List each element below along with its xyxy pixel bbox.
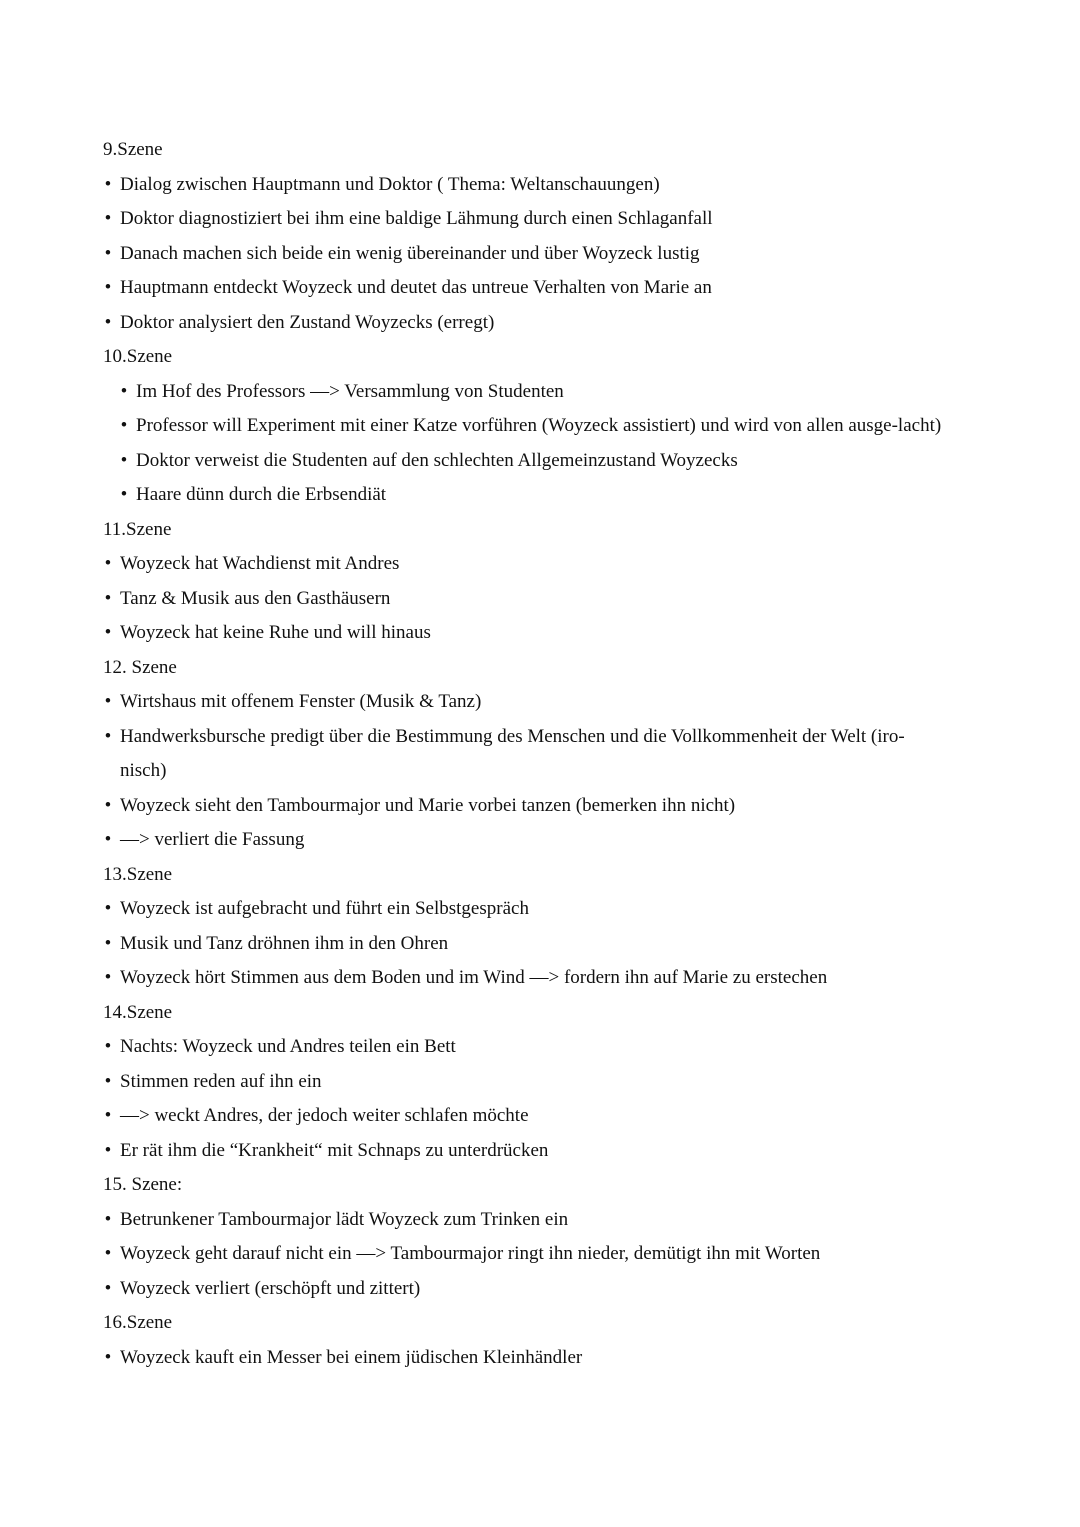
- bullet-item: [103, 582, 963, 617]
- bullet-icon: •: [120, 380, 128, 402]
- bullet-item: [103, 892, 963, 927]
- scene-heading: 14.Szene: [103, 1001, 173, 1023]
- bullet-icon: •: [104, 277, 112, 298]
- bullet-text: Dialog zwischen Hauptmann und Doktor ( Thema: Weltanschauungen): [120, 173, 660, 195]
- bullet-item: [103, 1065, 963, 1100]
- bullet-item: [103, 823, 963, 858]
- bullet-item: [103, 927, 963, 962]
- bullet-icon: •: [104, 208, 112, 229]
- bullet-icon: •: [120, 484, 128, 505]
- bullet-item: [103, 1030, 963, 1065]
- bullet-text: Im Hof des Professors —> Versammlung von Studenten: [136, 380, 564, 402]
- bullet-icon: •: [104, 725, 112, 747]
- bullet-item: [103, 306, 963, 341]
- bullet-item: [103, 1099, 963, 1134]
- bullet-item: [103, 271, 963, 306]
- bullet-icon: •: [104, 898, 112, 919]
- bullet-item: [103, 202, 963, 237]
- bullet-icon: •: [104, 622, 112, 643]
- bullet-icon: •: [104, 691, 112, 712]
- scene-heading: 12. Szene: [103, 656, 177, 678]
- bullet-text: Doktor analysiert den Zustand Woyzecks (erregt): [120, 311, 495, 333]
- bullet-text: Woyzeck sieht den Tambourmajor und Marie vorbei tanzen (bemerken ihn nicht): [120, 794, 736, 816]
- bullet-icon: •: [104, 1139, 112, 1161]
- scene-heading: 11.Szene: [103, 518, 172, 540]
- bullet-item: [119, 375, 963, 410]
- bullet-text: Danach machen sich beide ein wenig übereinander und über Woyzeck lustig: [120, 242, 700, 264]
- bullet-icon: •: [104, 1070, 112, 1092]
- bullet-item: [103, 547, 963, 582]
- bullet-item: [119, 444, 963, 479]
- bullet-icon: •: [104, 1036, 112, 1057]
- bullet-item: [103, 237, 963, 272]
- bullet-icon: •: [104, 1208, 112, 1230]
- bullet-text: Handwerksbursche predigt über die Bestimmung des Menschen und die Vollkommenheit der Welt (iro-nisch): [120, 725, 905, 781]
- bullet-item: [119, 409, 963, 444]
- bullet-text: Stimmen reden auf ihn ein: [120, 1070, 322, 1092]
- bullet-text: Woyzeck kauft ein Messer bei einem jüdischen Kleinhändler: [120, 1346, 583, 1368]
- bullet-icon: •: [104, 587, 112, 609]
- bullet-text: Haare dünn durch die Erbsendiät: [136, 484, 387, 505]
- bullet-item: [119, 478, 963, 513]
- bullet-text: —> verliert die Fassung: [120, 829, 305, 850]
- scene-notes: [103, 133, 963, 1375]
- scene-heading: 15. Szene:: [103, 1174, 183, 1195]
- bullet-item: [103, 685, 963, 720]
- bullet-text: Musik und Tanz dröhnen ihm in den Ohren: [120, 932, 449, 954]
- bullet-icon: •: [104, 967, 112, 988]
- bullet-item: [103, 1134, 963, 1169]
- bullet-text: Wirtshaus mit offenem Fenster (Musik & Tanz): [120, 691, 482, 712]
- bullet-text: —> weckt Andres, der jedoch weiter schlafen möchte: [120, 1105, 529, 1126]
- bullet-icon: •: [104, 1346, 112, 1368]
- bullet-text: Woyzeck ist aufgebracht und führt ein Selbstgespräch: [120, 898, 529, 919]
- bullet-icon: •: [104, 311, 112, 333]
- bullet-text: Woyzeck hört Stimmen aus dem Boden und im Wind —> fordern ihn auf Marie zu erstechen: [120, 967, 828, 988]
- bullet-text: Doktor verweist die Studenten auf den schlechten Allgemeinzustand Woyzecks: [136, 449, 738, 471]
- bullet-icon: •: [104, 173, 112, 195]
- bullet-text: Woyzeck verliert (erschöpft und zittert): [120, 1277, 421, 1299]
- bullet-icon: •: [120, 415, 128, 436]
- bullet-text: Woyzeck hat keine Ruhe und will hinaus: [120, 622, 431, 643]
- bullet-icon: •: [104, 829, 112, 850]
- bullet-text: Tanz & Musik aus den Gasthäusern: [120, 587, 391, 609]
- bullet-text: Betrunkener Tambourmajor lädt Woyzeck zum Trinken ein: [120, 1208, 569, 1230]
- bullet-item: [103, 961, 963, 996]
- bullet-item: [103, 720, 963, 789]
- bullet-text: Er rät ihm die “Krankheit“ mit Schnaps zu unterdrücken: [120, 1139, 549, 1161]
- scene-heading: 9.Szene: [103, 139, 163, 160]
- bullet-icon: •: [104, 932, 112, 954]
- bullet-text: Hauptmann entdeckt Woyzeck und deutet das untreue Verhalten von Marie an: [120, 277, 712, 298]
- scene-heading: 16.Szene: [103, 1312, 173, 1333]
- bullet-icon: •: [104, 794, 112, 816]
- bullet-text: Woyzeck hat Wachdienst mit Andres: [120, 553, 400, 574]
- bullet-icon: •: [104, 1105, 112, 1126]
- bullet-item: [103, 1272, 963, 1307]
- scene-heading: 13.Szene: [103, 863, 173, 885]
- bullet-item: [103, 1203, 963, 1238]
- bullet-icon: •: [104, 553, 112, 574]
- bullet-item: [103, 1237, 963, 1272]
- bullet-item: [103, 616, 963, 651]
- bullet-icon: •: [104, 1277, 112, 1299]
- scene-heading: 10.Szene: [103, 346, 173, 367]
- bullet-text: Nachts: Woyzeck und Andres teilen ein Bett: [120, 1036, 456, 1057]
- bullet-item: [103, 1341, 963, 1376]
- bullet-icon: •: [104, 242, 112, 264]
- bullet-item: [103, 789, 963, 824]
- bullet-icon: •: [120, 449, 128, 471]
- bullet-text: Doktor diagnostiziert bei ihm eine baldige Lähmung durch einen Schlaganfall: [120, 208, 713, 229]
- bullet-icon: •: [104, 1243, 112, 1264]
- bullet-text: Woyzeck geht darauf nicht ein —> Tambourmajor ringt ihn nieder, demütigt ihn mit Worten: [120, 1243, 821, 1264]
- bullet-item: [103, 168, 963, 203]
- bullet-text: Professor will Experiment mit einer Katze vorführen (Woyzeck assistiert) und wird von allen ausge-lacht): [136, 415, 942, 436]
